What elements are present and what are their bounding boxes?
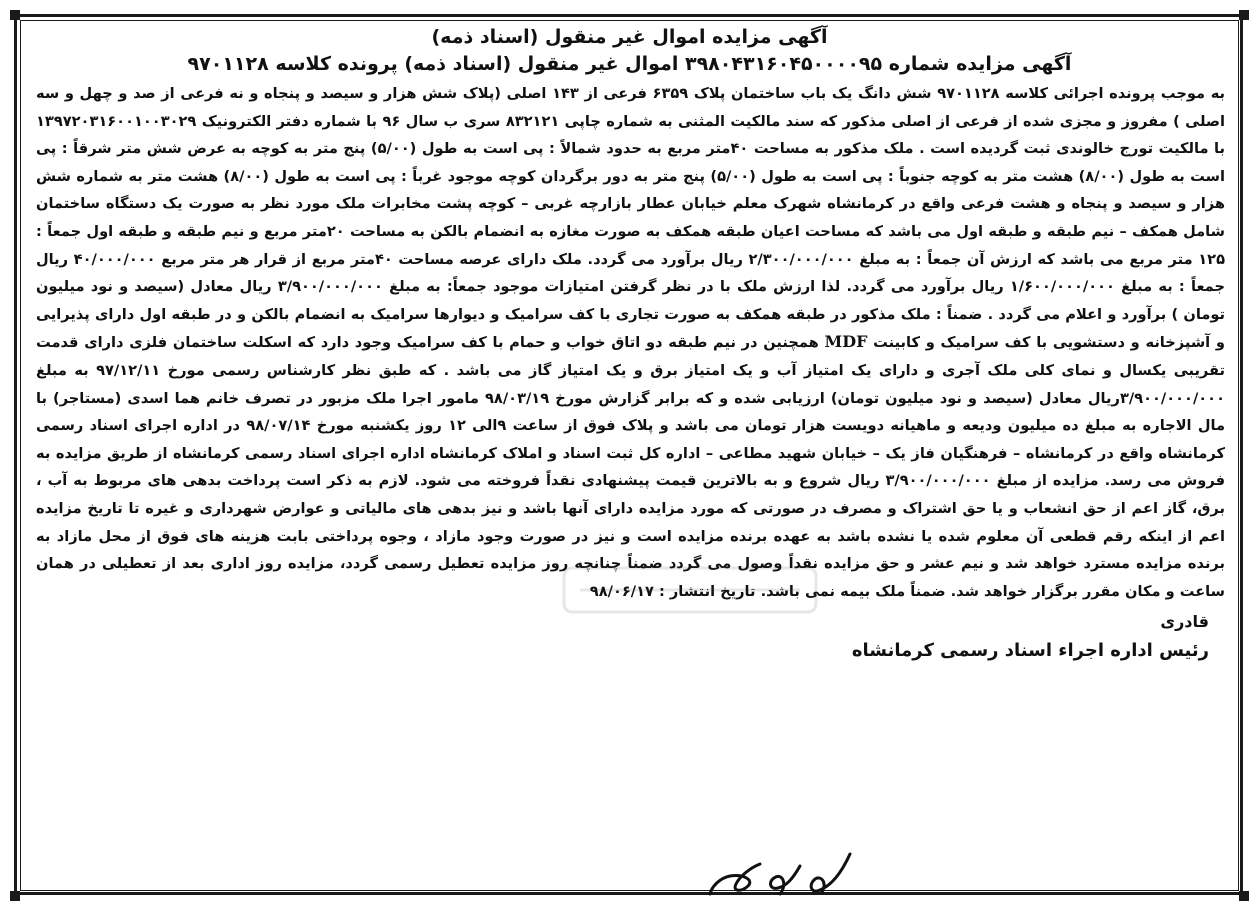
corner-ornament (10, 10, 20, 20)
signatory-title: رئیس اداره اجراء اسناد رسمی کرمانشاه (851, 640, 1209, 662)
notice-body-part-1: به موجب پرونده اجرائی کلاسه ۹۷۰۱۱۲۸ شش دانگ یک باب ساختمان پلاک ۶۳۵۹ فرعی از ۱۴۳ اصلی (پلاک شش هزار و سیصد و پنجاه و نه فرعی از صد و چهل و سه اصلی ) مفروز و مجزی شده از فرعی از اصلی مذکور که سند مالکیت المثنی به شماره چاپی ۸۳۲۱۲۱ سری ب سال ۹۶ با شماره دفتر الکترونیک ۱۳۹۷۲۰۳۱۶۰۰۱۰۰۳۰۲۹ با مالکیت تورج خالوندی ثبت گردیده است . ملک مذکور به مساحت ۴۰متر مربع به حدود شمالاً : پی است به طول (۵/۰۰) پنج متر به کوچه به عرض شش متر شرقاً : پی است به طول (۸/۰۰) هشت متر به کوچه جنوباً : پی است به طول (۵/۰۰) پنج متر به دور برگردان کوچه موجود غرباً : پی است به طول (۸/۰۰) هشت متر به شماره شش هزار و سیصد و پنجاه و هشت فرعی واقع در کرمانشاه شهرک معلم خیابان عطار بازارچه غربی – کوچه پشت مخابرات ملک مورد نظر به صورت یک دستگاه ساختمان شامل همکف – نیم طبقه و طبقه اول می باشد که مساحت اعیان طبقه همکف به صورت مغازه به انضمام بالکن به مساحت ۲۰متر مربع و نیم طبقه و طبقه اول جمعاً : ۱۲۵ متر مربع می باشد که ارزش آن جمعاً : به مبلغ ۲/۳۰۰/۰۰۰/۰۰۰ ریال برآورد می گردد. ملک دارای عرصه مساحت ۴۰متر مربع از قرار هر متر مربع ۴۰/۰۰۰/۰۰۰ ریال جمعاً : به مبلغ ۱/۶۰۰/۰۰۰/۰۰۰ ریال برآورد می گردد. لذا ارزش ملک با در نظر گرفتن امتیازات موجود جمعاً: به مبلغ ۳/۹۰۰/۰۰۰/۰۰۰ ریال معادل (سیصد و نود میلیون تومان ) برآورد و اعلام می گردد . ضمناً : ملک مذکور در طبقه همکف به صورت تجاری با کف سرامیک و دیوارها سرامیک به انضمام بالکن و در طبقه اول دارای پذیرایی و آشپزخانه و دستشویی با کف سرامیک و کابینت (36, 85, 1226, 352)
notice-subtitle: آگهی مزایده شماره ۳۹۸۰۴۳۱۶۰۴۵۰۰۰۰۹۵ اموال غیر منقول (اسناد ذمه) پرونده کلاسه ۹۷۰۱۱۲۸ (187, 53, 1072, 75)
corner-ornament (1239, 891, 1249, 901)
corner-ornament (1239, 10, 1249, 20)
handwritten-signature-icon (700, 846, 870, 906)
notice-title: آگهی مزایده اموال غیر منقول (اسناد ذمه) (431, 26, 828, 48)
notice-content (26, 24, 1233, 890)
signatory-name: قادری (1160, 612, 1209, 632)
corner-ornament (10, 891, 20, 901)
notice-body (36, 80, 1225, 605)
notice-body-part-2: همچنین در نیم طبقه دو اتاق خواب و حمام با کف سرامیک وجود دارد که اسکلت ساختمان فلزی دارای قدمت تقریبی یکسال و نمای کلی ملک آجری و دارای یک امتیاز آب و یک امتیاز برق و یک امتیاز گاز می باشد . که طبق نظر کارشناس رسمی مورخ ۹۷/۱۲/۱۱ به مبلغ ۳/۹۰۰/۰۰۰/۰۰۰ریال معادل (سیصد و نود میلیون تومان) ارزیابی شده و که برابر گزارش مورخ ۹۸/۰۳/۱۹ مامور اجرا ملک مزبور در تصرف خانم هما اسدی (مستاجر) با مال الاجاره به مبلغ ده میلیون ودیعه و ماهیانه دویست هزار تومان می باشد و پلاک فوق از ساعت ۹الی ۱۲ روز یکشنبه مورخ ۹۸/۰۷/۱۴ در اداره اجرای اسناد رسمی کرمانشاه واقع در کرمانشاه – فرهنگیان فاز یک – خیابان شهید مطاعی – اداره کل ثبت اسناد و املاک کرمانشاه اداره اجرای اسناد رسمی کرمانشاه از طریق مزایده به فروش می رسد. مزایده از مبلغ ۳/۹۰۰/۰۰۰/۰۰۰ ریال شروع و به بالاترین قیمت پیشنهادی نقداً فروخته می شود. لازم به ذکر است پرداخت بدهی های مربوط به آب ، برق، گاز اعم از حق انشعاب و یا حق اشتراک و مصرف در صورتی که مورد مزایده دارای آنها باشد و نیز بدهی های مالیاتی و عوارض شهرداری و غیره تا تاریخ مزایده اعم از اینکه رقم قطعی آن معلوم شده یا نشده باشد به عهده برنده مزایده است و نیز در صورت وجود مازاد ، وجوه پرداختی بابت هزینه های فوق از محل مازاد به برنده مزایده مسترد خواهد شد و نیم عشر و حق مزایده نقداً وصول می گردد ضمناً چنانچه روز مزایده تعطیل رسمی گردد، مزایده روز اداری بعد از تعطیلی در همان ساعت و مکان مقرر برگزار خواهد شد. ضمناً ملک بیمه نمی باشد. تاریخ انتشار : ۹۸/۰۶/۱۷ (36, 334, 1226, 600)
mdf-term: MDF (824, 332, 868, 352)
